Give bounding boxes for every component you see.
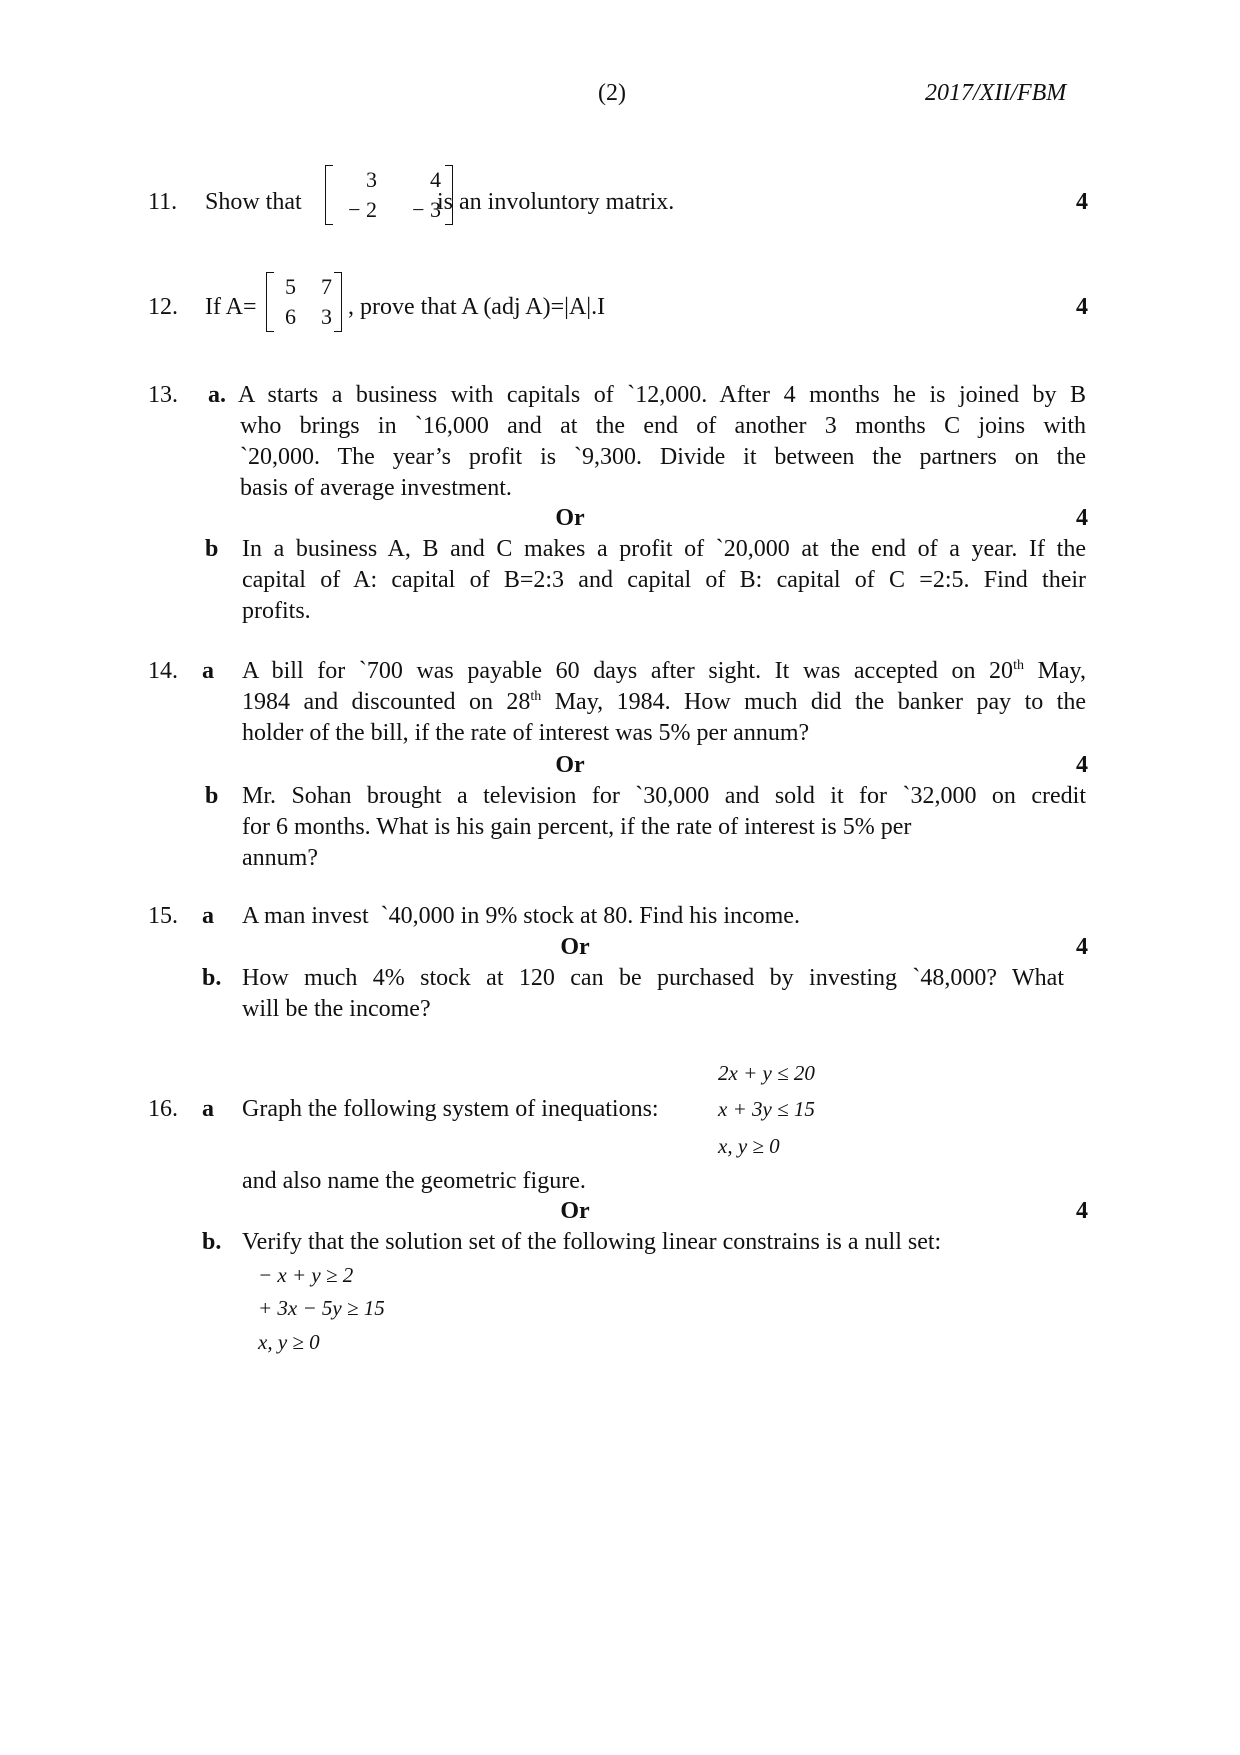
question-number: 15. [148, 903, 178, 929]
text-segment: A bill for `700 was payable 60 days after sight. It was accepted on 20 [242, 658, 1014, 684]
matrix-right-bracket [334, 272, 342, 332]
marks: 4 [1076, 505, 1088, 531]
marks: 4 [1076, 294, 1088, 320]
text-line: profits. [242, 598, 311, 624]
matrix-cell: 4 [430, 167, 441, 192]
matrix-cell: 6 [285, 304, 296, 329]
paper-code: 2017/XII/FBM [925, 80, 1067, 106]
inequation: − x + y ≥ 2 [258, 1263, 354, 1287]
option-a-text [242, 656, 1086, 749]
matrix-cell: 5 [285, 274, 296, 299]
text-segment: 1984 and discounted on 28 [242, 689, 531, 715]
text-line: Mr. Sohan brought a television for `30,000 and sold it for `32,000 on credit [242, 783, 1086, 809]
page-number: (2) [598, 80, 626, 106]
matrix-cell: − 2 [348, 197, 377, 222]
option-label-a: a. [208, 382, 226, 408]
option-b-text [242, 534, 1086, 627]
option-b-text: Verify that the solution set of the following linear constrains is a null set: [242, 1229, 942, 1255]
option-label-a: a [202, 903, 214, 929]
text-line [242, 687, 1086, 718]
question-text-pre: If A= [205, 294, 257, 320]
inequation: x, y ≥ 0 [258, 1330, 320, 1354]
text-line [242, 656, 1086, 687]
text-line: `20,000. The year’s profit is `9,300. Divide it between the partners on the [240, 444, 1086, 470]
text-line: holder of the bill, if the rate of interest was 5% per annum? [242, 720, 810, 746]
option-b-text [242, 963, 1064, 1025]
option-a-text: A man invest `40,000 in 9% stock at 80. Find his income. [242, 903, 800, 929]
text-line: will be the income? [242, 996, 431, 1022]
option-a-text [238, 380, 1086, 504]
question-number: 12. [148, 294, 178, 320]
text-line: annum? [242, 845, 318, 871]
question-number: 11. [148, 189, 178, 215]
text-line: A starts a business with capitals of `12,000. After 4 months he is joined by B [238, 382, 1086, 408]
question-text-post: , prove that A (adj A)=|A|.I [348, 294, 606, 320]
matrix-left-bracket [266, 272, 274, 332]
marks: 4 [1076, 1198, 1088, 1224]
text-line: How much 4% stock at 120 can be purchased by investing `48,000? What [242, 965, 1064, 991]
option-label-b: b. [202, 965, 222, 991]
text-line: In a business A, B and C makes a profit of `20,000 at the end of a year. If the [242, 536, 1086, 562]
marks: 4 [1076, 189, 1088, 215]
inequation: x + 3y ≤ 15 [718, 1097, 815, 1121]
or-separator: Or [560, 934, 590, 960]
text-line: who brings in `16,000 and at the end of another 3 months C joins with [240, 413, 1086, 439]
question-text-post: is an involuntory matrix. [437, 189, 675, 215]
or-separator: Or [555, 752, 585, 778]
option-label-a: a [202, 1096, 214, 1122]
text-line: basis of average investment. [240, 475, 512, 501]
marks: 4 [1076, 934, 1088, 960]
matrix-cell: 7 [321, 274, 332, 299]
text-segment: May, [1023, 658, 1086, 684]
inequation: x, y ≥ 0 [718, 1134, 780, 1158]
matrix-cell: − 3 [412, 197, 441, 222]
question-text-pre: Show that [205, 189, 302, 215]
option-a-text: Graph the following system of inequations: [242, 1096, 659, 1122]
question-number: 16. [148, 1096, 178, 1122]
marks: 4 [1076, 752, 1088, 778]
matrix-left-bracket [325, 165, 333, 225]
option-a-tail: and also name the geometric figure. [242, 1168, 586, 1194]
or-separator: Or [560, 1198, 590, 1224]
matrix-cell: 3 [321, 304, 332, 329]
question-number: 13. [148, 382, 178, 408]
inequation: + 3x − 5y ≥ 15 [258, 1296, 385, 1320]
ordinal-suffix: th [530, 689, 542, 704]
matrix-cell: 3 [366, 167, 377, 192]
option-label-a: a [202, 658, 214, 684]
inequation: 2x + y ≤ 20 [718, 1061, 815, 1085]
matrix [266, 272, 342, 332]
matrix [325, 165, 453, 225]
question-number: 14. [148, 658, 178, 684]
text-segment: May, 1984. How much did the banker pay to the [541, 689, 1086, 715]
option-label-b: b [205, 783, 219, 809]
option-label-b: b [205, 536, 219, 562]
option-label-b: b. [202, 1229, 222, 1255]
or-separator: Or [555, 505, 585, 531]
text-line: for 6 months. What is his gain percent, if the rate of interest is 5% per [242, 814, 912, 840]
ordinal-suffix: th [1013, 658, 1024, 673]
option-b-text [242, 781, 1086, 874]
text-line: capital of A: capital of B=2:3 and capital of B: capital of C =2:5. Find their [242, 567, 1086, 593]
